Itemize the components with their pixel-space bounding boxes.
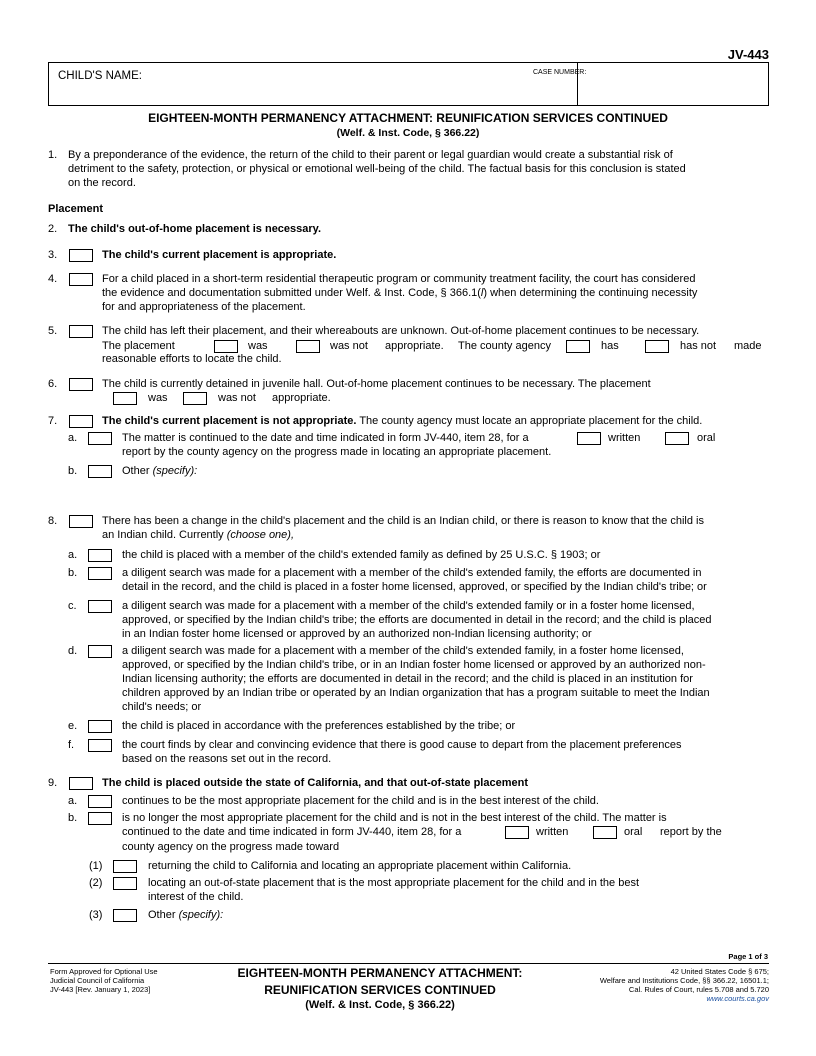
item8d-line2: approved, or specified by the Indian child's tribe, or in an Indian foster home licensed or approved by an authorized non- — [122, 659, 706, 671]
item4-line2: the evidence and documentation submitted under Welf. & Inst. Code, § 366.1(l) when determining the continuing necessity — [102, 287, 698, 299]
item7a-oral-checkbox[interactable] — [665, 432, 689, 445]
item5-line3: reasonable efforts to locate the child. — [102, 353, 282, 365]
item4-checkbox[interactable] — [69, 273, 93, 286]
courts-website-link[interactable]: www.courts.ca.gov — [706, 994, 769, 1003]
item6-number: 6. — [48, 378, 58, 390]
item8d-line4: children approved by an Indian tribe or operated by an Indian organization that has a program suitable to meet the Indian — [122, 687, 710, 699]
item9b2-line2: interest of the child. — [148, 891, 244, 903]
item7a-oral-label: oral — [697, 432, 716, 444]
item8b-line2: detail in the record, and the child is placed in a foster home licensed, approved, or specified by the Indian child's tribe; or — [122, 581, 707, 593]
item6-checkbox[interactable] — [69, 378, 93, 391]
item7a-line1: The matter is continued to the date and time indicated in form JV-440, item 28, for a — [122, 432, 529, 444]
item5-has-not-checkbox[interactable] — [645, 340, 669, 353]
footer-right-line3: Cal. Rules of Court, rules 5.708 and 5.720 — [628, 985, 769, 994]
placement-heading: Placement — [48, 203, 104, 215]
item9b3-label: (3) — [89, 909, 103, 921]
item8a-text: the child is placed with a member of the child's extended family as defined by 25 U.S.C. § 1903; or — [122, 549, 601, 561]
form-title: EIGHTEEN-MONTH PERMANENCY ATTACHMENT: REUNIFICATION SERVICES CONTINUED — [148, 111, 668, 125]
item9b-line2: continued to the date and time indicated in form JV-440, item 28, for a — [122, 826, 462, 838]
item9b-label: b. — [68, 812, 78, 824]
item8d-line1: a diligent search was made for a placement with a member of the child's extended family, in a foster home licensed, — [122, 645, 684, 657]
item9b-written-checkbox[interactable] — [505, 826, 529, 839]
page-number: Page 1 of 3 — [728, 952, 768, 961]
item8d-line5: child's needs; or — [122, 701, 202, 713]
item4-line3: for and appropriateness of the placement. — [102, 301, 306, 313]
item1-line2: detriment to the safety, protection, or physical or emotional well-being of the child. The factual basis for this conclusion is stated — [68, 163, 686, 175]
item7-line1: The child's current placement is not appropriate. The county agency must locate an appropriate placement for the child. — [102, 415, 703, 427]
item9a-text: continues to be the most appropriate placement for the child and is in the best interest of the child. — [122, 795, 599, 807]
item8d-label: d. — [68, 645, 78, 657]
item9b-report-by: report by the — [660, 826, 722, 838]
item5-number: 5. — [48, 325, 58, 337]
item9b-line3: county agency on the progress made toward — [122, 841, 340, 853]
item5-county-agency: The county agency — [458, 340, 551, 352]
item9b-oral-checkbox[interactable] — [593, 826, 617, 839]
item8c-checkbox[interactable] — [88, 600, 112, 613]
item1-line3: on the record. — [68, 177, 136, 189]
item5-line1: The child has left their placement, and their whereabouts are unknown. Out-of-home placement continues to be necessary. — [102, 325, 700, 337]
item9-text: The child is placed outside the state of California, and that out-of-state placement — [102, 777, 528, 789]
item6-line1: The child is currently detained in juvenile hall. Out-of-home placement continues to be necessary. The placement — [102, 378, 651, 390]
footer-right-line1: 42 United States Code § 675; — [670, 967, 769, 976]
item5-made: made — [734, 340, 762, 352]
item8b-label: b. — [68, 567, 78, 579]
item9b-line1: is no longer the most appropriate placement for the child and is not in the best interest of the child. The matter is — [122, 812, 667, 824]
footer-right-line2: Welfare and Institutions Code, §§ 366.22, 16501.1; — [599, 976, 769, 985]
footer-divider — [48, 963, 769, 964]
item4-number: 4. — [48, 273, 58, 285]
item9b3-checkbox[interactable] — [113, 909, 137, 922]
item2-text: The child's out-of-home placement is necessary. — [68, 223, 322, 235]
item3-checkbox[interactable] — [69, 249, 93, 262]
footer-title-line2: REUNIFICATION SERVICES CONTINUED — [264, 983, 496, 997]
item3-number: 3. — [48, 249, 58, 261]
item9b1-checkbox[interactable] — [113, 860, 137, 873]
item9b3-text: Other (specify): — [148, 909, 224, 921]
item9a-label: a. — [68, 795, 78, 807]
item8c-line1: a diligent search was made for a placement with a member of the child's extended family or in a foster home licensed, — [122, 600, 695, 612]
item7a-written-label: written — [608, 432, 641, 444]
item9b-written-label: written — [536, 826, 569, 838]
caption-box — [48, 62, 769, 106]
item8-line1: There has been a change in the child's placement and the child is an Indian child, or there is reason to know that the child is — [102, 515, 704, 527]
item5-checkbox[interactable] — [69, 325, 93, 338]
item9a-checkbox[interactable] — [88, 795, 112, 808]
item8c-line3: in an Indian foster home licensed or approved by an authorized non-Indian licensing authority; or — [122, 628, 592, 640]
item5-has-checkbox[interactable] — [566, 340, 590, 353]
item8a-checkbox[interactable] — [88, 549, 112, 562]
form-id: JV-443 — [727, 47, 769, 62]
footer-title-line1: EIGHTEEN-MONTH PERMANENCY ATTACHMENT: — [237, 966, 523, 980]
item5-was-not-checkbox[interactable] — [296, 340, 320, 353]
footer-title-line3: (Welf. & Inst. Code, § 366.22) — [305, 999, 455, 1011]
item4-line1: For a child placed in a short-term residential therapeutic program or community treatment facility, the court has considered — [102, 273, 696, 285]
item9b1-text: returning the child to California and locating an appropriate placement within California. — [148, 860, 572, 872]
item5-has-label: has — [601, 340, 619, 352]
item8d-line3: Indian licensing authority; the efforts are documented in detail in the record; and the child is placed in an institution for — [122, 673, 693, 685]
footer-left-line1: Form Approved for Optional Use — [50, 967, 158, 976]
item7a-written-checkbox[interactable] — [577, 432, 601, 445]
item8f-line1: the court finds by clear and convincing evidence that there is good cause to depart from the placement preferences — [122, 739, 682, 751]
childs-name-label: CHILD'S NAME: — [58, 70, 142, 82]
item8e-label: e. — [68, 720, 78, 732]
item8b-checkbox[interactable] — [88, 567, 112, 580]
item8e-checkbox[interactable] — [88, 720, 112, 733]
item7a-checkbox[interactable] — [88, 432, 112, 445]
item9-number: 9. — [48, 777, 58, 789]
footer-left-line3: JV-443 [Rev. January 1, 2023] — [50, 985, 151, 994]
item7a-label: a. — [68, 432, 78, 444]
item8e-text: the child is placed in accordance with the preferences established by the tribe; or — [122, 720, 516, 732]
item8b-line1: a diligent search was made for a placement with a member of the child's extended family, the efforts are documented in — [122, 567, 702, 579]
item8-checkbox[interactable] — [69, 515, 93, 528]
item7b-label: b. — [68, 465, 78, 477]
item8d-checkbox[interactable] — [88, 645, 112, 658]
item2-number: 2. — [48, 223, 58, 235]
item6-was-not-label: was not — [218, 392, 256, 404]
item9b1-label: (1) — [89, 860, 103, 872]
item9-checkbox[interactable] — [69, 777, 93, 790]
item8c-label: c. — [68, 600, 77, 612]
item7b-checkbox[interactable] — [88, 465, 112, 478]
item8c-line2: approved, or specified by the Indian child's tribe; the efforts are documented in detail in the record; and the child is placed — [122, 614, 712, 626]
item8a-label: a. — [68, 549, 78, 561]
item7b-text: Other (specify): — [122, 465, 198, 477]
item5-was-not-label: was not — [330, 340, 368, 352]
item1-line1: By a preponderance of the evidence, the return of the child to their parent or legal guardian would create a substantial risk of — [68, 149, 673, 161]
item5-the-placement: The placement — [102, 340, 175, 352]
item9b2-checkbox[interactable] — [113, 877, 137, 890]
item1-number: 1. — [48, 149, 58, 161]
item5-has-not-label: has not — [680, 340, 717, 352]
item5-appropriate: appropriate. — [385, 340, 444, 352]
item6-was-checkbox[interactable] — [113, 392, 137, 405]
footer-left-line2: Judicial Council of California — [50, 976, 145, 985]
item9b2-line1: locating an out-of-state placement that is the most appropriate placement for the child and in the best — [148, 877, 640, 889]
form-subtitle: (Welf. & Inst. Code, § 366.22) — [336, 127, 480, 139]
item6-was-not-checkbox[interactable] — [183, 392, 207, 405]
item9b-checkbox[interactable] — [88, 812, 112, 825]
item8-number: 8. — [48, 515, 58, 527]
item7a-line2: report by the county agency on the progress made in locating an appropriate placement. — [122, 446, 552, 458]
item8f-line2: based on the reasons set out in the record. — [122, 753, 332, 765]
item9b-oral-label: oral — [624, 826, 643, 838]
item3-text: The child's current placement is appropriate. — [102, 249, 337, 261]
item7-number: 7. — [48, 415, 58, 427]
item5-was-label: was — [248, 340, 268, 352]
item8-line2: an Indian child. Currently (choose one), — [102, 529, 295, 541]
item9b2-label: (2) — [89, 877, 103, 889]
item8f-checkbox[interactable] — [88, 739, 112, 752]
item8f-label: f. — [68, 739, 75, 751]
item7-checkbox[interactable] — [69, 415, 93, 428]
item6-was-label: was — [148, 392, 168, 404]
item6-appropriate: appropriate. — [272, 392, 331, 404]
case-number-label: CASE NUMBER: — [533, 69, 587, 76]
